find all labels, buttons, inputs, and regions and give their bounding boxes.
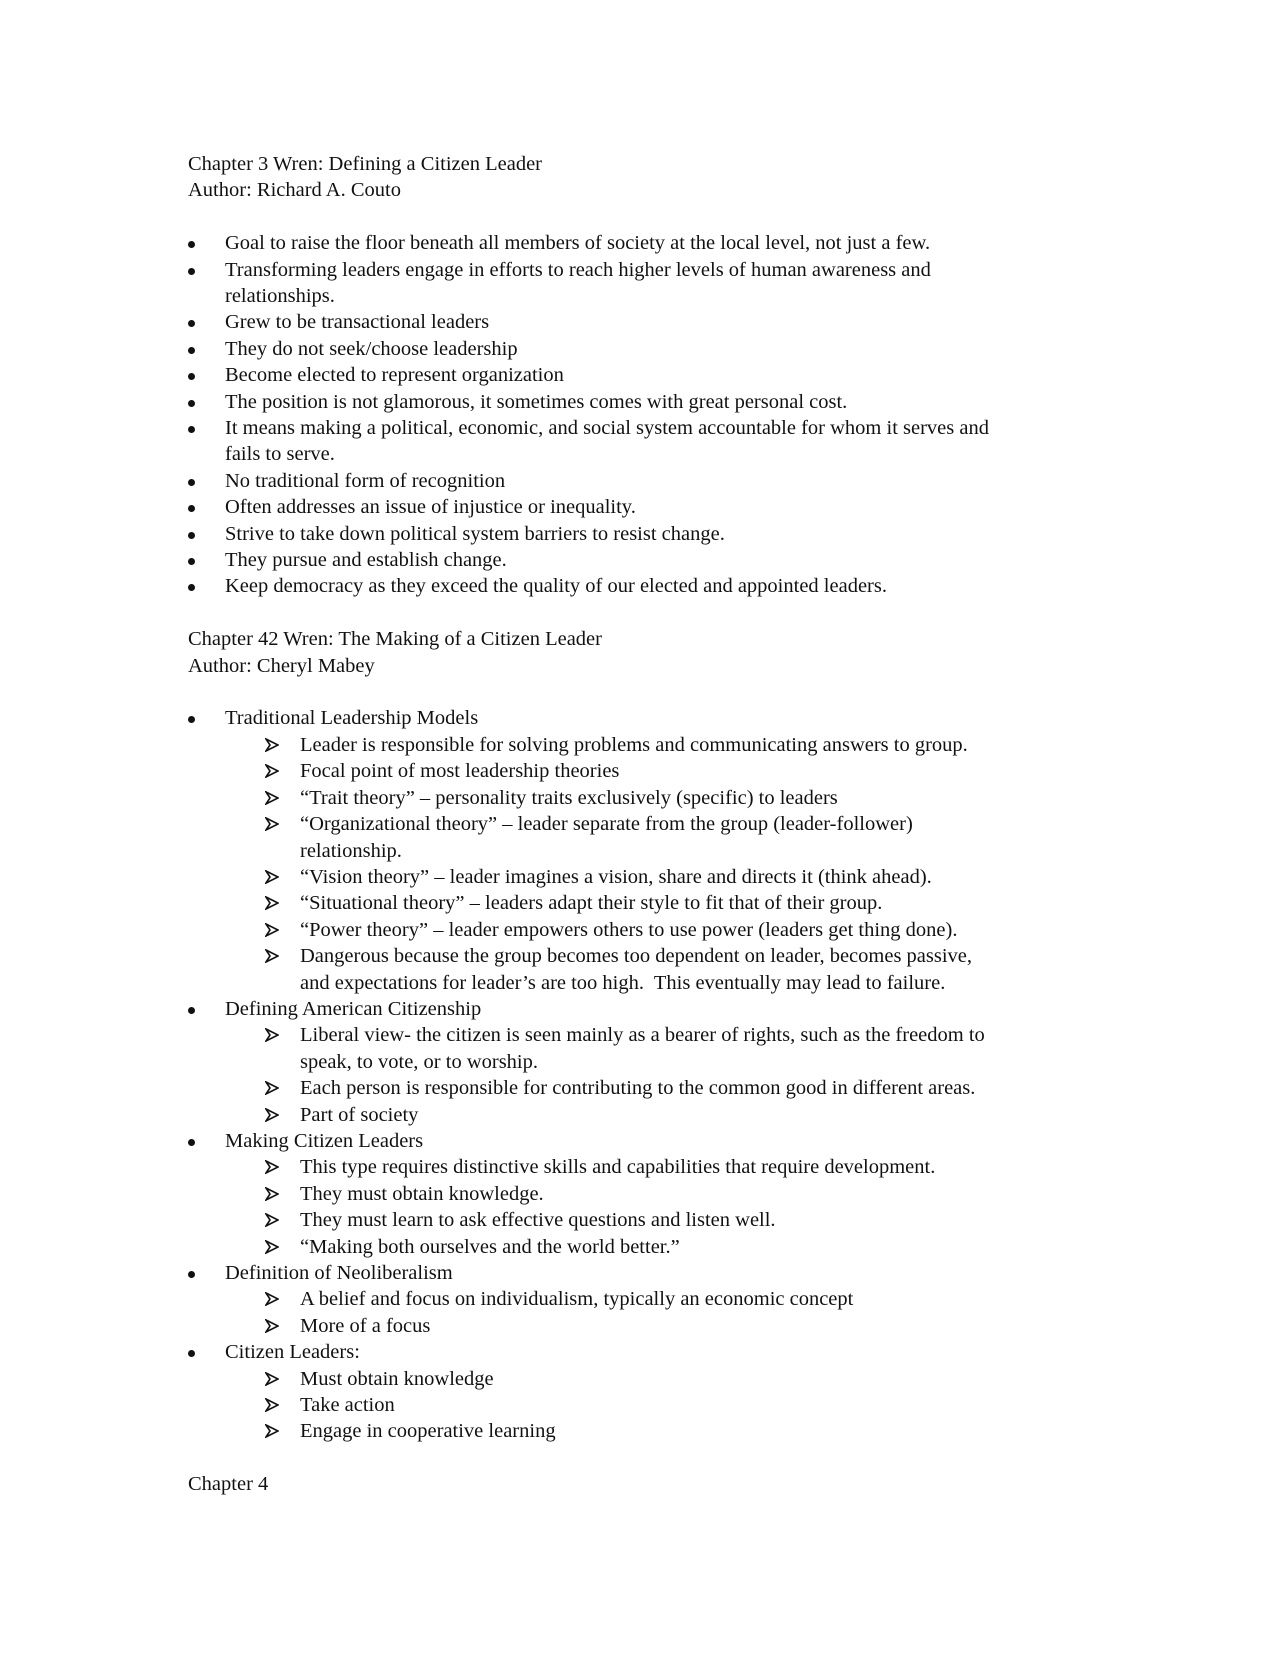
sub-list-item: Leader is responsible for solving problems and communicating answers to group. bbox=[188, 732, 1088, 758]
list-item: Strive to take down political system barriers to resist change. bbox=[188, 521, 1088, 547]
list-item: Goal to raise the floor beneath all members of society at the local level, not just a few. bbox=[188, 230, 1088, 256]
arrow-bullet-icon bbox=[265, 1028, 279, 1042]
section-title: Chapter 3 Wren: Defining a Citizen Leader bbox=[188, 153, 542, 175]
sub-list-item: “Power theory” – leader empowers others to use power (leaders get thing done). bbox=[188, 917, 1088, 943]
bullet-icon bbox=[188, 532, 195, 539]
sub-list-item: Each person is responsible for contributing to the common good in different areas. bbox=[188, 1075, 1088, 1101]
bullet-icon bbox=[188, 479, 195, 486]
bullet-icon bbox=[188, 268, 195, 275]
spacer bbox=[188, 204, 1088, 230]
arrow-bullet-icon bbox=[265, 1424, 279, 1438]
arrow-bullet-icon bbox=[265, 1081, 279, 1095]
spacer bbox=[188, 679, 1088, 705]
arrow-bullet-icon bbox=[265, 764, 279, 778]
arrow-bullet-icon bbox=[265, 923, 279, 937]
list-item: They do not seek/choose leadership bbox=[188, 336, 1088, 362]
arrow-bullet-icon bbox=[265, 1319, 279, 1333]
arrow-bullet-icon bbox=[265, 817, 279, 831]
arrow-bullet-icon bbox=[265, 1240, 279, 1254]
section-title: Chapter 4 bbox=[188, 1473, 269, 1496]
list-item: Grew to be transactional leaders bbox=[188, 309, 1088, 335]
list-item: Making Citizen Leaders This type requires distinctive skills and capabilities that require development. They must obtain knowledge. They must learn to ask effective questions and listen well. “Making both ourselves and the world better.” bbox=[188, 1128, 1088, 1260]
spacer bbox=[188, 600, 1088, 626]
sub-list-item: Must obtain knowledge bbox=[188, 1366, 1088, 1392]
spacer bbox=[188, 1445, 1088, 1471]
arrow-bullet-icon bbox=[265, 1213, 279, 1227]
list-item: Keep democracy as they exceed the quality of our elected and appointed leaders. bbox=[188, 573, 1088, 599]
arrow-bullet-icon bbox=[265, 1372, 279, 1386]
bullet-list bbox=[188, 230, 1088, 600]
sub-list-item: “Vision theory” – leader imagines a vision, share and directs it (think ahead). bbox=[188, 864, 1088, 890]
sub-list bbox=[225, 1022, 1088, 1128]
list-item: Become elected to represent organization bbox=[188, 362, 1088, 388]
document-body bbox=[188, 151, 1088, 1498]
sub-list-item: They must obtain knowledge. bbox=[188, 1181, 1088, 1207]
arrow-bullet-icon bbox=[265, 1108, 279, 1122]
sub-list bbox=[225, 732, 1088, 996]
sub-list-item: Liberal view- the citizen is seen mainly as a bearer of rights, such as the freedom to speak, to vote, or to worship. bbox=[188, 1022, 1088, 1075]
bullet-list bbox=[188, 705, 1088, 1444]
sub-list bbox=[225, 1154, 1088, 1260]
bullet-icon bbox=[188, 320, 195, 327]
section-author: Author: Richard A. Couto bbox=[188, 179, 401, 202]
bullet-icon bbox=[188, 347, 195, 354]
bullet-icon bbox=[188, 1007, 195, 1014]
bullet-icon bbox=[188, 373, 195, 380]
sub-list-item: “Making both ourselves and the world better.” bbox=[188, 1234, 1088, 1260]
list-item: No traditional form of recognition bbox=[188, 468, 1088, 494]
sub-list-item: A belief and focus on individualism, typically an economic concept bbox=[188, 1286, 1088, 1312]
bullet-icon bbox=[188, 1139, 195, 1146]
list-item: Citizen Leaders: Must obtain knowledge Take action Engage in cooperative learning bbox=[188, 1339, 1088, 1445]
bullet-icon bbox=[188, 241, 195, 248]
sub-list-item: Take action bbox=[188, 1392, 1088, 1418]
arrow-bullet-icon bbox=[265, 1292, 279, 1306]
bullet-icon bbox=[188, 1271, 195, 1278]
sub-list-item: Engage in cooperative learning bbox=[188, 1418, 1088, 1444]
sub-list-item: Focal point of most leadership theories bbox=[188, 758, 1088, 784]
bullet-icon bbox=[188, 558, 195, 565]
bullet-icon bbox=[188, 584, 195, 591]
arrow-bullet-icon bbox=[265, 1160, 279, 1174]
bullet-icon bbox=[188, 505, 195, 512]
sub-list-item: This type requires distinctive skills and capabilities that require development. bbox=[188, 1154, 1088, 1180]
list-item: It means making a political, economic, and social system accountable for whom it serves and fails to serve. bbox=[188, 415, 1088, 468]
list-item: Transforming leaders engage in efforts to reach higher levels of human awareness and relationships. bbox=[188, 257, 1088, 310]
sub-list-item: More of a focus bbox=[188, 1313, 1088, 1339]
sub-list-item: Dangerous because the group becomes too dependent on leader, becomes passive, and expectations for leader’s are too high. This eventually may lead to failure. bbox=[188, 943, 1088, 996]
bullet-icon bbox=[188, 716, 195, 723]
list-item: Often addresses an issue of injustice or inequality. bbox=[188, 494, 1088, 520]
arrow-bullet-icon bbox=[265, 1187, 279, 1201]
sub-list-item: “Situational theory” – leaders adapt their style to fit that of their group. bbox=[188, 890, 1088, 916]
sub-list-item: “Organizational theory” – leader separate from the group (leader-follower) relationship. bbox=[188, 811, 1088, 864]
bullet-icon bbox=[188, 400, 195, 407]
section-author: Author: Cheryl Mabey bbox=[188, 654, 375, 677]
list-item: The position is not glamorous, it sometimes comes with great personal cost. bbox=[188, 389, 1088, 415]
bullet-icon bbox=[188, 426, 195, 433]
section-title: Chapter 42 Wren: The Making of a Citizen Leader bbox=[188, 628, 602, 651]
sub-list bbox=[225, 1366, 1088, 1445]
arrow-bullet-icon bbox=[265, 791, 279, 805]
sub-list-item: “Trait theory” – personality traits exclusively (specific) to leaders bbox=[188, 785, 1088, 811]
arrow-bullet-icon bbox=[265, 896, 279, 910]
list-item: Traditional Leadership Models Leader is responsible for solving problems and communicating answers to group. Focal point of most leadership theories “Trait theory” – personality traits exclusively (specific) to leaders “Organizational theory” – leader separate from the group (leader-follower) relationship. “Vision theory” – leader imagines a vision, share and directs it (think ahead). “Situational theory” – leaders adapt their style to fit that of their group. “Power theory” – leader empowers others to use power (leaders get thing done). Dangerous because the group becomes too dependent on leader, becomes passive, and expectations for leader’s are too high. This eventually may lead to failure. bbox=[188, 705, 1088, 995]
sub-list bbox=[225, 1286, 1088, 1339]
list-item: They pursue and establish change. bbox=[188, 547, 1088, 573]
arrow-bullet-icon bbox=[265, 1398, 279, 1412]
sub-list-item: Part of society bbox=[188, 1102, 1088, 1128]
arrow-bullet-icon bbox=[265, 738, 279, 752]
sub-list-item: They must learn to ask effective questions and listen well. bbox=[188, 1207, 1088, 1233]
arrow-bullet-icon bbox=[265, 870, 279, 884]
arrow-bullet-icon bbox=[265, 949, 279, 963]
list-item: Definition of Neoliberalism A belief and focus on individualism, typically an economic concept More of a focus bbox=[188, 1260, 1088, 1339]
list-item: Defining American Citizenship Liberal view- the citizen is seen mainly as a bearer of rights, such as the freedom to speak, to vote, or to worship. Each person is responsible for contributing to the common good in different areas. Part of society bbox=[188, 996, 1088, 1128]
bullet-icon bbox=[188, 1350, 195, 1357]
